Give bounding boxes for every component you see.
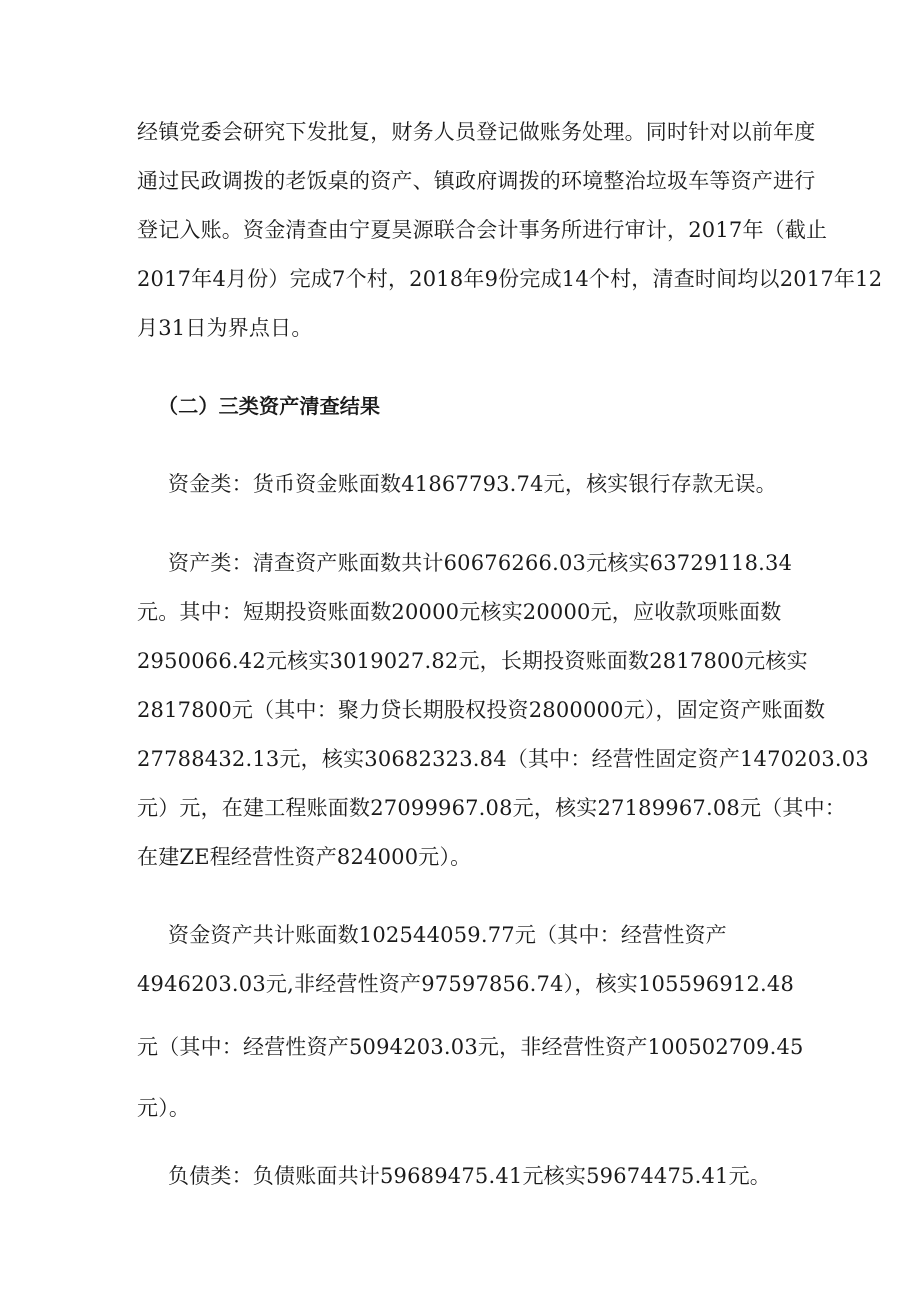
assets-paragraph-line: 27788432.13元，核实30682323.84（其中：经营性固定资产1470203.03 <box>137 747 869 771</box>
paragraph-line: 登记入账。资金清查由宁夏昊源联合会计事务所进行审计，2017年（截止 <box>137 218 828 242</box>
paragraph-line: 通过民政调拨的老饭桌的资产、镇政府调拨的环境整治垃圾车等资产进行 <box>137 169 816 193</box>
paragraph-line: 经镇党委会研究下发批复，财务人员登记做账务处理。同时针对以前年度 <box>137 120 816 144</box>
assets-paragraph-line: 2950066.42元核实3019027.82元，长期投资账面数2817800元核实 <box>137 649 808 673</box>
paragraph-line: 2017年4月份）完成7个村，2018年9份完成14个村，清查时间均以2017年12 <box>137 267 883 291</box>
assets-paragraph-line: 2817800元（其中：聚力贷长期股权投资2800000元），固定资产账面数 <box>137 698 826 722</box>
assets-paragraph-line: 在建ZE程经营性资产824000元）。 <box>137 845 472 869</box>
totals-paragraph-line: 元（其中：经营性资产5094203.03元，非经营性资产100502709.45 <box>137 1035 804 1059</box>
liabilities-paragraph: 负债类：负债账面共计59689475.41元核实59674475.41元。 <box>168 1164 771 1188</box>
assets-paragraph-line: 元）元，在建工程账面数27099967.08元，核实27189967.08元（其中： <box>137 796 846 820</box>
totals-paragraph-line: 资金资产共计账面数102544059.77元（其中：经营性资产 <box>168 923 727 947</box>
paragraph-line: 月31日为界点日。 <box>137 316 313 340</box>
assets-paragraph-line: 资产类：清查资产账面数共计60676266.03元核实63729118.34 <box>168 551 793 575</box>
assets-paragraph-line: 元。其中：短期投资账面数20000元核实20000元，应收款项账面数 <box>137 600 782 624</box>
funds-paragraph: 资金类：货币资金账面数41867793.74元，核实银行存款无误。 <box>168 472 777 496</box>
totals-paragraph-line: 4946203.03元,非经营性资产97597856.74），核实105596912.48 <box>137 972 795 996</box>
section-heading: （二）三类资产清查结果 <box>158 394 381 418</box>
totals-paragraph-line: 元）。 <box>137 1096 191 1120</box>
